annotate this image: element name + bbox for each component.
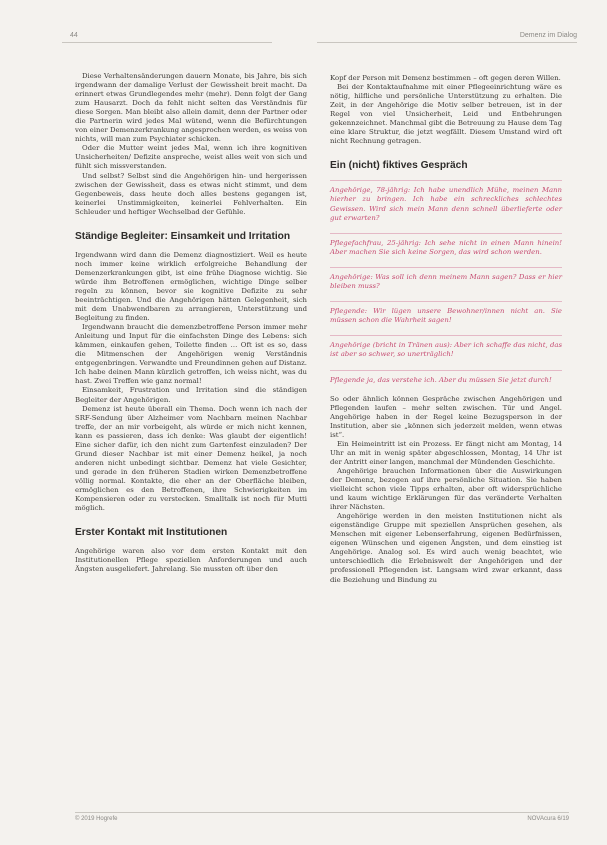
dialog-speaker: Pflegende: xyxy=(330,307,368,316)
dialog-line xyxy=(330,301,562,325)
paragraph: Irgendwann wird dann die Demenz diagnostiziert. Weil es heute noch immer keine wirklich erfolgreiche Behandlung der Demenzerkrankungen gibt, ist eine frühe Diagnose wichtig. Sie würde ihm Betroffenen ermöglichen, wichtige Dinge selber regeln zu können, bevor sie kognitive Defizite zu sehr beeinträchtigen. Und die Angehörigen hätten Gelegenheit, sich mit dem Unabwendbaren zu arrangieren, Unterstützung und Begleitung zu finden. xyxy=(75,250,307,323)
dialog-line xyxy=(330,335,562,359)
page-number: 44 xyxy=(70,32,78,39)
dialog-text: Was soll ich denn meinem Mann sagen? Dass er hier bleiben muss? xyxy=(330,272,562,291)
paragraph: So oder ähnlich können Gespräche zwischen Angehörigen und Pflegenden laufen – mehr selten zwischen. Tür und Angel. Angehörige haben in der Regel keine Bezugsperson in der Institution, aber sie „können sich jederzeit melden, wenn etwas ist“. xyxy=(330,394,562,439)
section-name: Demenz im Dialog xyxy=(519,32,577,39)
left-column xyxy=(75,72,307,574)
dialog-text: Aber ich schaffe das nicht, das ist aber so schwer, so unerträglich! xyxy=(330,341,563,359)
dialog-speaker: Pflegende ja, xyxy=(330,375,376,384)
paragraph: Kopf der Person mit Demenz bestimmen – oft gegen deren Willen. xyxy=(330,74,561,82)
section-heading-gespraech: Ein (nicht) fiktives Gespräch xyxy=(330,160,468,172)
paragraph: Angehörige brauchen Informationen über die Auswirkungen der Demenz, bezogen auf ihre persönliche Situation. Sie haben vielleicht schon viele Tipps erhalten, aber oft widersprüchliche und kaum wichtige Erklärungen für das veränderte Verhalten ihrer Nächsten. xyxy=(330,466,562,512)
paragraph: Angehörige werden in den meisten Institutionen nicht als eigenständige Gruppe mit speziellen Ansprüchen gesehen, als Menschen mit eigener Lebenserfahrung, eigenen Bedürfnissen, eigenen Wünschen und eigenen Ängsten, und dem einstieg ist Angehörige. Analog sol. Es wird auch wenig beachtet, wie unterschiedlich die Erlebniswelt der Angehörigen und der professionell Pflegenden ist. Langsam wird zwar erkannt, dass die Beziehung und Bindung zu xyxy=(330,512,562,584)
dialog-line xyxy=(330,180,562,222)
section-heading-institutionen: Erster Kontakt mit Institutionen xyxy=(75,527,228,539)
header-rule-right xyxy=(317,42,577,43)
paragraph: Demenz ist heute überall ein Thema. Doch wenn ich nach der SRF-Sendung über Alzheimer vom Nachbarn meinen Nachbar treffe, der an mir vorbeigeht, als würde er mich nicht kennen, kann es passieren, dass ich denke: Was glaubt der eigentlich! Eine sicher dafür, ich den nicht zum Gartenfest einzuladen? Der Grund dieser Nachbar ist mit einer Demenz heikel, ja noch anderen nicht unbedingt sichtbar. Demenz hat viele Gesichter, und gerade in den früheren Stadien wirken Demenzbetroffene völlig normal. Kontakte, die eher an der Oberfläche bleiben, ermöglichen es den Betroffenen, ihre Schwierigkeiten im Kompensieren oder zu verstecken. Smalltalk ist noch für Mutti möglich. xyxy=(75,404,307,513)
section-heading-begleiter: Ständige Begleiter: Einsamkeit und Irritation xyxy=(75,230,291,242)
footer-rule xyxy=(75,812,569,813)
paragraph: Bei der Kontaktaufnahme mit einer Pflegeeinrichtung wäre es nötig, hilfliche und persönliche Unterstützung zu erhalten. Die Zeit, in der Angehörige die Motiv selber betreuen, ist in der Regel von viel Unsicherheit, Leid und Entbehrungen gekennzeichnet. Manchmal gibt die Betreuung zu Hause dem Tag eine klare Struktur, die jetzt wegfällt. Diesem Umstand wird oft nicht Rechnung getragen. xyxy=(330,83,562,146)
dialog-line xyxy=(330,233,562,257)
dialog-text: das verstehe ich. Aber du müssen Sie jetzt durch! xyxy=(377,375,552,384)
dialog-text: Ich sehe nicht in einen Mann hinein! Aber machen Sie sich keine Sorgen, das wird schon werden. xyxy=(330,238,562,256)
paragraph: Und selbst? Selbst sind die Angehörigen hin- und hergerissen zwischen der Gewissheit, dass es etwas nicht stimmt, und dem Gegenbeweis, dass heute doch alles bestens gegangen ist, keinerlei Unstimmigkeiten, keinerlei Fehlverhalten. Ein Schleuder und heftiger Wechselbad der Gefühle. xyxy=(75,171,307,216)
copyright: © 2019 Hogrefe xyxy=(75,816,118,822)
paragraph: Angehörige waren also vor dem ersten Kontakt mit den Institutionellen Pflege speziellen Anforderungen und auch Ängsten ausgeliefert. Jahrelang. Sie mussten oft über den xyxy=(75,547,307,574)
dialog-line xyxy=(330,267,562,291)
right-column xyxy=(330,74,562,585)
header-rule-left xyxy=(62,42,272,43)
dialog-text: Wir lügen unsere Bewohner/innen nicht an. Sie müssen schon die Wahrheit sagen! xyxy=(330,307,562,325)
page-header xyxy=(62,30,577,44)
paragraph: Einsamkeit, Frustration und Irritation sind die ständigen Begleiter der Angehörigen. xyxy=(75,386,307,404)
dialog-speaker: Angehörige (bricht in Tränen aus): xyxy=(330,341,453,350)
dialog-speaker: Angehörige: xyxy=(330,272,373,281)
dialog-box xyxy=(330,180,562,384)
dialog-speaker: Angehörige, 78-jährig: xyxy=(330,186,411,195)
paragraph: Oder die Mutter weint jedes Mal, wenn ich ihre kognitiven Unsicherheiten/ Defizite anspreche, weist alles weit von sich und fühlt sich missverstanden. xyxy=(75,144,307,171)
dialog-speaker: Pflegefachfrau, 25-jährig: xyxy=(330,238,422,247)
paragraph: Diese Verhaltensänderungen dauern Monate, bis Jahre, bis sich irgendwann der damalige Verlust der Gewissheit breit macht. Da erinnert etwas Grundlegendes mehr (mehr). Denn folgt der Gang zum Hausarzt. Doch da fehlt nicht selten das Verständnis für diese Sorgen. Man bleibt also allein damit, denn der Partner oder die Partnerin wird jedes Mal wütend, wenn die Befürchtungen von einer Demenzerkrankung angesprochen werden, es weiss von nichts, will man zum Psychiater schicken. xyxy=(75,72,308,144)
paragraph: Ein Heimeintritt ist ein Prozess. Er fängt nicht am Montag, 14 Uhr an mit in wenig später abgeschlossen, Montag, 14 Uhr ist der Antritt einer langen, manchmal der Mündenden Geschichte. xyxy=(330,439,562,466)
dialog-text: Ich habe unendlich Mühe, meinen Mann hierher zu bringen. Ich habe ein schreckliches schlechtes Gewissen. Wird sich mein Mann denn schnell überlieferte oder gut erwarten? xyxy=(330,186,562,222)
issue-label: NOVAcura 6/19 xyxy=(527,816,569,822)
dialog-line xyxy=(330,370,562,385)
page-footer xyxy=(75,812,569,824)
paragraph: Irgendwann braucht die demenzbetroffene Person immer mehr Anleitung und Input für die einfachsten Dinge des Lebens: sich kämmen, einkaufen gehen, Toilette finden … Oft ist es so, dass die Mitmenschen der Angehörigen wenig Verständnis entgegenbringen. Verwandte und Freundinnen gehen auf Distanz. Ich habe deinen Mann kürzlich getroffen, ich weiss nicht, was du hast. Zwei Treffen wie ganz normal! xyxy=(75,323,307,386)
